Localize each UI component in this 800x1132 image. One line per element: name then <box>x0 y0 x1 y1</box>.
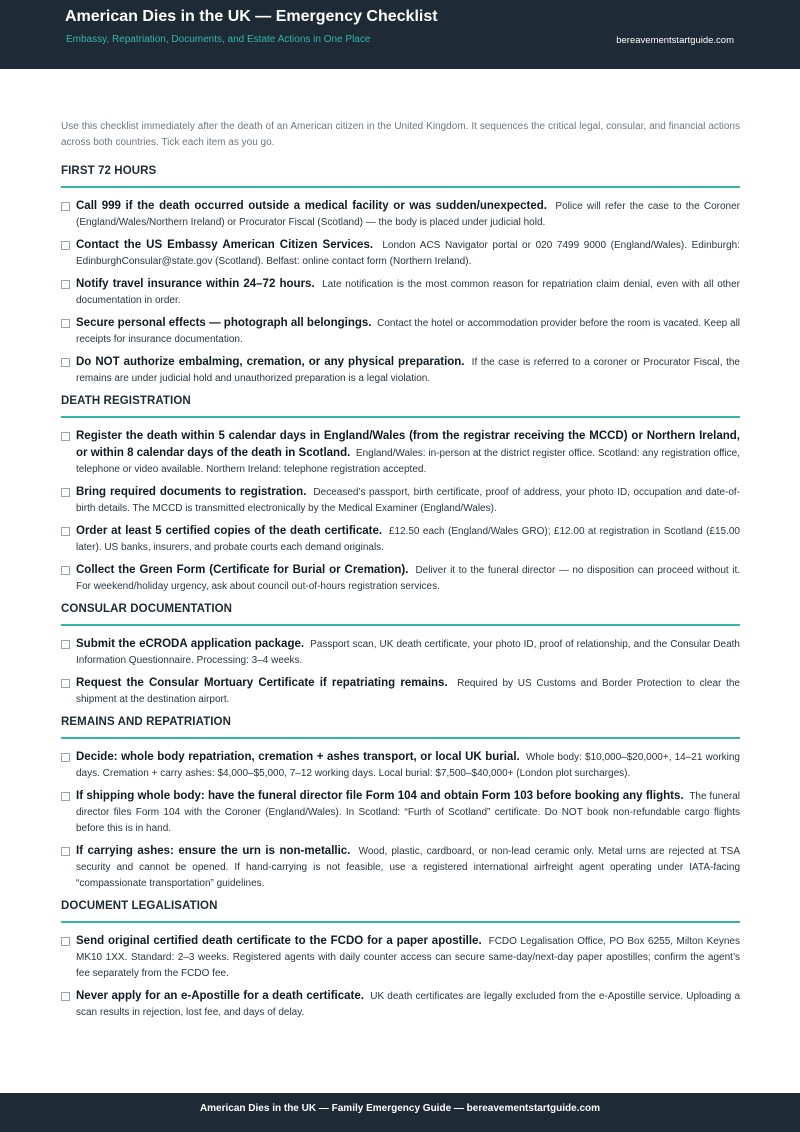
checklist-item <box>61 198 740 231</box>
checkbox[interactable] <box>61 847 70 856</box>
item-lead: If shipping whole body: have the funeral director file Form 104 and obtain Form 103 before booking any flights. <box>76 790 684 802</box>
item-detail: Deliver it to the funeral director — no disposition can proceed without it. For weekend/holiday urgency, ask about council out-of-hours registration services. <box>76 565 741 592</box>
checkbox[interactable] <box>61 202 70 211</box>
checklist-item <box>61 988 740 1021</box>
page-footer <box>0 1093 800 1132</box>
item-lead: Collect the Green Form (Certificate for Burial or Cremation). <box>76 564 409 576</box>
footer-text: American Dies in the UK — Family Emergency Guide — bereavementstartguide.com <box>199 1103 601 1114</box>
section-title: DOCUMENT LEGALISATION <box>61 900 740 923</box>
checkbox[interactable] <box>61 679 70 688</box>
item-detail: The funeral director files Form 104 with the Coroner (England/Wales). In Scotland: “Furth of Scotland” certificate. Do NOT book non-refundable cargo flights before this is in hand. <box>76 791 740 834</box>
checklist-sections <box>61 165 740 1021</box>
checkbox[interactable] <box>61 488 70 497</box>
item-detail: Passport scan, UK death certificate, your photo ID, proof of relationship, and the Consular Death Information Questionnaire. Processing: 3–4 weeks. <box>76 639 740 666</box>
checklist-item <box>61 428 740 478</box>
page-header <box>0 0 800 69</box>
item-lead: Send original certified death certificate to the FCDO for a paper apostille. <box>76 935 482 947</box>
checkbox[interactable] <box>61 937 70 946</box>
item-lead: Secure personal effects — photograph all belongings. <box>76 317 372 329</box>
checkbox[interactable] <box>61 566 70 575</box>
item-detail: Required by US Customs and Border Protection to clear the shipment at the destination airport. <box>76 678 740 705</box>
item-lead: Contact the US Embassy American Citizen Services. <box>76 239 374 251</box>
checkbox[interactable] <box>61 753 70 762</box>
checklist-item <box>61 276 740 309</box>
checkbox[interactable] <box>61 432 70 441</box>
checklist-item <box>61 933 740 982</box>
page-subtitle: Embassy, Repatriation, Documents, and Estate Actions in One Place <box>66 34 371 45</box>
section-title: FIRST 72 HOURS <box>61 165 740 188</box>
checklist-item <box>61 315 740 348</box>
checklist-item <box>61 749 740 782</box>
checklist-content <box>61 119 740 1029</box>
checklist-item <box>61 843 740 892</box>
item-detail: FCDO Legalisation Office, PO Box 6255, Milton Keynes MK10 1XX. Standard: 2–3 weeks. Registered agents with daily counter access can secure same-day/next-day paper apostilles; confirm the agent’s fee separately from the FCDO fee. <box>76 936 740 979</box>
checklist-item <box>61 237 740 270</box>
page-title: American Dies in the UK — Emergency Checklist <box>65 8 438 25</box>
item-lead: If carrying ashes: ensure the urn is non-metallic. <box>76 845 351 857</box>
item-lead: Order at least 5 certified copies of the death certificate. <box>76 525 383 537</box>
item-detail: England/Wales: in-person at the district register office. Scotland: any registration office, telephone or video available. Northern Ireland: telephone registration accepted. <box>76 448 741 475</box>
section-title: REMAINS AND REPATRIATION <box>61 716 740 739</box>
item-detail: Contact the hotel or accommodation provider before the room is vacated. Keep all receipts for insurance documentation. <box>76 318 741 345</box>
checkbox[interactable] <box>61 280 70 289</box>
intro-text: Use this checklist immediately after the death of an American citizen in the United Kingdom. It sequences the critical legal, consular, and financial actions across both countries. Tick each item as you go. <box>61 121 740 148</box>
checkbox[interactable] <box>61 241 70 250</box>
checkbox[interactable] <box>61 527 70 536</box>
item-detail: Wood, plastic, cardboard, or non-lead ceramic only. Metal urns are rejected at TSA security and cannot be opened. If hand-carrying is not feasible, use a registered international airfreight agent operating under IATA-facing “compassionate transportation” guidelines. <box>76 846 741 889</box>
checkbox[interactable] <box>61 640 70 649</box>
item-detail: UK death certificates are legally excluded from the e-Apostille service. Uploading a scan results in rejection, lost fee, and days of delay. <box>76 991 741 1018</box>
item-detail: £12.50 each (England/Wales GRO); £12.00 at registration in Scotland (£15.00 later). US banks, insurers, and probate courts each demand originals. <box>76 526 740 553</box>
section-title: DEATH REGISTRATION <box>61 395 740 418</box>
item-lead: Call 999 if the death occurred outside a medical facility or was sudden/unexpected. <box>76 200 547 212</box>
checklist-section <box>61 900 740 1021</box>
checklist-section <box>61 395 740 595</box>
item-lead: Bring required documents to registration. <box>76 486 307 498</box>
item-lead: Never apply for an e-Apostille for a death certificate. <box>76 990 364 1002</box>
checklist-item <box>61 484 740 517</box>
item-lead: Do NOT authorize embalming, cremation, or any physical preparation. <box>76 356 465 368</box>
checklist-item <box>61 675 740 708</box>
item-lead: Decide: whole body repatriation, cremation + ashes transport, or local UK burial. <box>76 751 520 763</box>
checklist-section <box>61 716 740 892</box>
checkbox[interactable] <box>61 992 70 1001</box>
checklist-item <box>61 523 740 556</box>
checkbox[interactable] <box>61 792 70 801</box>
item-detail: If the case is referred to a coroner or Procurator Fiscal, the remains are under judicial hold and unauthorized preparation is a legal violation. <box>76 357 740 384</box>
item-detail: Whole body: $10,000–$20,000+, 14–21 working days. Cremation + carry ashes: $4,000–$5,000, 7–12 working days. Local burial: $7,500–$40,000+ (London plot surcharges). <box>76 752 740 779</box>
item-lead: Request the Consular Mortuary Certificate if repatriating remains. <box>76 677 448 689</box>
checklist-item <box>61 562 740 595</box>
checklist-section <box>61 603 740 708</box>
item-lead: Notify travel insurance within 24–72 hours. <box>76 278 315 290</box>
item-detail: Police will refer the case to the Coroner (England/Wales/Northern Ireland) or Procurator Fiscal (Scotland) — the body is placed under judicial hold. <box>76 201 741 228</box>
item-detail: Deceased’s passport, birth certificate, proof of address, your photo ID, occupation and date-of-birth details. The MCCD is transmitted electronically by the Medical Examiner (England/Wales). <box>76 487 741 514</box>
checklist-section <box>61 165 740 387</box>
item-detail: Late notification is the most common reason for repatriation claim denial, even with all other documentation in order. <box>76 279 740 306</box>
item-lead: Submit the eCRODA application package. <box>76 638 305 650</box>
checkbox[interactable] <box>61 358 70 367</box>
item-detail: London ACS Navigator portal or 020 7499 9000 (England/Wales). Edinburgh: EdinburghConsular@state.gov (Scotland). Belfast: online contact form (Northern Ireland). <box>76 240 740 267</box>
item-lead: Register the death within 5 calendar days in England/Wales (from the registrar receiving the MCCD) or Northern Ireland, or within 8 calendar days of the death in Scotland. <box>76 430 740 459</box>
checklist-item <box>61 788 740 837</box>
checkbox[interactable] <box>61 319 70 328</box>
section-title: CONSULAR DOCUMENTATION <box>61 603 740 626</box>
checklist-item <box>61 636 740 669</box>
site-url: bereavementstartguide.com <box>616 35 734 46</box>
checklist-item <box>61 354 740 387</box>
